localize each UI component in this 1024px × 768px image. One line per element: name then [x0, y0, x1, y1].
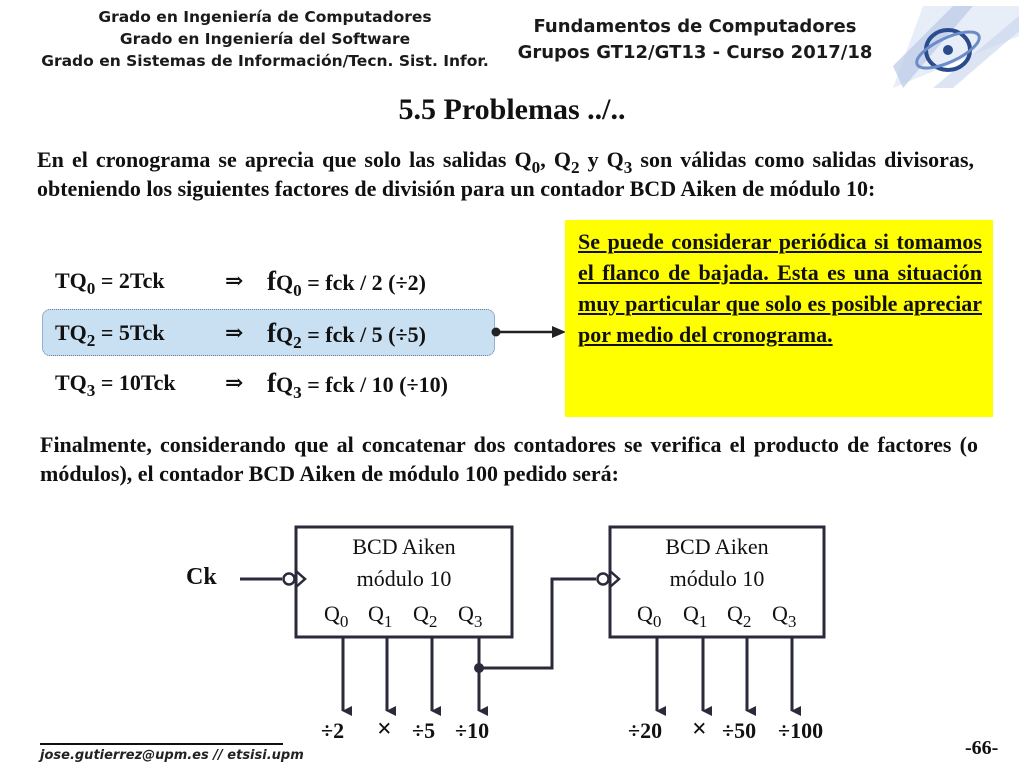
- block-2-title: BCD Aiken: [665, 534, 769, 559]
- intro-text: son válidas como salidas divisoras, obteniendo los siguientes factores de división para un contador BCD Aiken de módulo 10:: [37, 147, 975, 201]
- clock-label: Ck: [186, 564, 217, 590]
- implies-symbol: ⇒: [225, 268, 244, 293]
- intro-text: En el cronograma se aprecia que solo las salidas Q: [37, 147, 532, 172]
- block-1-title: BCD Aiken: [352, 534, 456, 559]
- subscript: 2: [570, 158, 580, 177]
- block-2-subtitle: módulo 10: [669, 566, 765, 591]
- output-factor: ÷50: [722, 718, 757, 743]
- degree-line: Grado en Ingeniería de Computadores: [98, 8, 432, 26]
- output-factor: ÷20: [628, 718, 663, 743]
- degree-line: Grado en Ingeniería del Software: [119, 30, 411, 48]
- equation-q2: $TQ_2 = 5Tck$ ⇒ $fQ_2$ = fck / 5 (÷5): [55, 318, 426, 352]
- output-factor: ÷2: [321, 718, 345, 743]
- junction-dot: [474, 663, 484, 673]
- output-factor: ÷100: [778, 718, 824, 743]
- output-unused: ×: [692, 714, 707, 743]
- q0-label: $Q_0$: [324, 601, 349, 631]
- course-name: Fundamentos de Computadores: [533, 16, 857, 37]
- footer-divider: [40, 743, 283, 745]
- output-factor: ÷10: [455, 718, 490, 743]
- equation-q0: $TQ_0 = 2Tck$ ⇒ $fQ_0$ = fck / 2 (÷2): [55, 266, 426, 300]
- implies-symbol: ⇒: [225, 370, 244, 395]
- q2-label: $Q_2$: [727, 601, 752, 631]
- q1-label: $Q_1$: [368, 601, 393, 631]
- intro-text: , Q: [540, 147, 571, 172]
- q0-label: $Q_0$: [637, 601, 662, 631]
- conclusion-paragraph: Finalmente, considerando que al concatenar dos contadores se verifica el producto de factores (o módulos), el contador BCD Aiken de módulo 100 pedido será:: [40, 432, 978, 486]
- q3-label: $Q_3$: [458, 601, 483, 631]
- equation-q3: $TQ_3 = 10Tck$ ⇒ $fQ_3$ = fck / 10 (÷10): [55, 368, 448, 402]
- block-1-subtitle: módulo 10: [356, 566, 452, 591]
- course-groups: Grupos GT12/GT13 - Curso 2017/18: [517, 42, 873, 63]
- output-factor: ÷5: [412, 718, 436, 743]
- slide-title: 5.5 Problemas ../..: [398, 93, 626, 126]
- q1-label: $Q_1$: [683, 601, 708, 631]
- q3-label: $Q_3$: [772, 601, 797, 631]
- subscript: 0: [531, 158, 541, 177]
- footer-contact: jose.gutierrez@upm.es // etsisi.upm: [40, 748, 304, 763]
- clock-bubble: [284, 574, 295, 585]
- implies-symbol: ⇒: [225, 320, 244, 345]
- page-number: -66-: [965, 737, 999, 759]
- clock-bubble: [598, 574, 609, 585]
- degree-line: Grado en Sistemas de Información/Tecn. Sist. Infor.: [41, 52, 489, 70]
- q2-label: $Q_2$: [413, 601, 438, 631]
- intro-text: y Q: [579, 147, 624, 172]
- note-end: .: [827, 322, 833, 347]
- output-unused: ×: [377, 714, 392, 743]
- subscript: 3: [623, 158, 633, 177]
- note-body: Se puede considerar periódica si tomamos el flanco de bajada. Esta es una situación muy particular que solo es posible apreciar por medio del cronograma: [578, 229, 982, 347]
